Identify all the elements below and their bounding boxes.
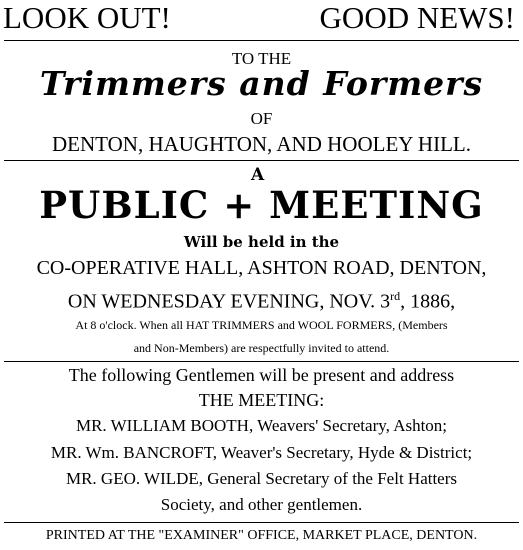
places-line: DENTON, HAUGHTON, AND HOOLEY HILL. (52, 132, 471, 156)
speaker-bancroft: MR. Wm. BANCROFT, Weaver's Secretary, Hyde & District; (50, 443, 473, 462)
printer-imprint: PRINTED AT THE "EXAMINER" OFFICE, MARKET PLACE, DENTON. (45, 528, 478, 543)
date-line (0, 283, 523, 315)
will-be-held-line: Will be held in the (183, 233, 340, 251)
invitation-line-2: and Non-Members) are respectfully invited to attend. (133, 341, 390, 355)
date-ordinal: rd (390, 289, 401, 303)
invitation-line-1: At 8 o'clock. When all HAT TRIMMERS and WOOL FORMERS, (Members (75, 318, 448, 332)
date-prefix: ON WEDNESDAY EVENING, NOV. 3 (67, 290, 391, 313)
speaker-others: Society, and other gentlemen. (160, 495, 363, 514)
article-a: A (251, 165, 265, 185)
headline-look-out: LOOK OUT! (3, 0, 171, 35)
of-line: OF (250, 109, 273, 128)
headline-good-news: GOOD NEWS! (319, 0, 515, 35)
speaker-wilde: MR. GEO. WILDE, General Secretary of the Felt Hatters (65, 469, 458, 488)
public-meeting-title: PUBLIC + MEETING (39, 183, 484, 227)
speaker-booth: MR. WILLIAM BOOTH, Weavers' Secretary, Ashton; (75, 416, 448, 435)
divider (4, 361, 519, 362)
date-suffix: , 1886, (400, 290, 456, 313)
to-the-line: TO THE (231, 49, 292, 68)
divider (4, 522, 519, 523)
venue-line: CO-OPERATIVE HALL, ASHTON ROAD, DENTON, (36, 257, 487, 279)
speakers-intro: The following Gentlemen will be present and address (68, 365, 455, 385)
divider (4, 160, 519, 161)
trades-heading: Trimmers and Formers (39, 64, 484, 103)
divider (4, 40, 519, 41)
speakers-intro-2: THE MEETING: (198, 390, 325, 410)
